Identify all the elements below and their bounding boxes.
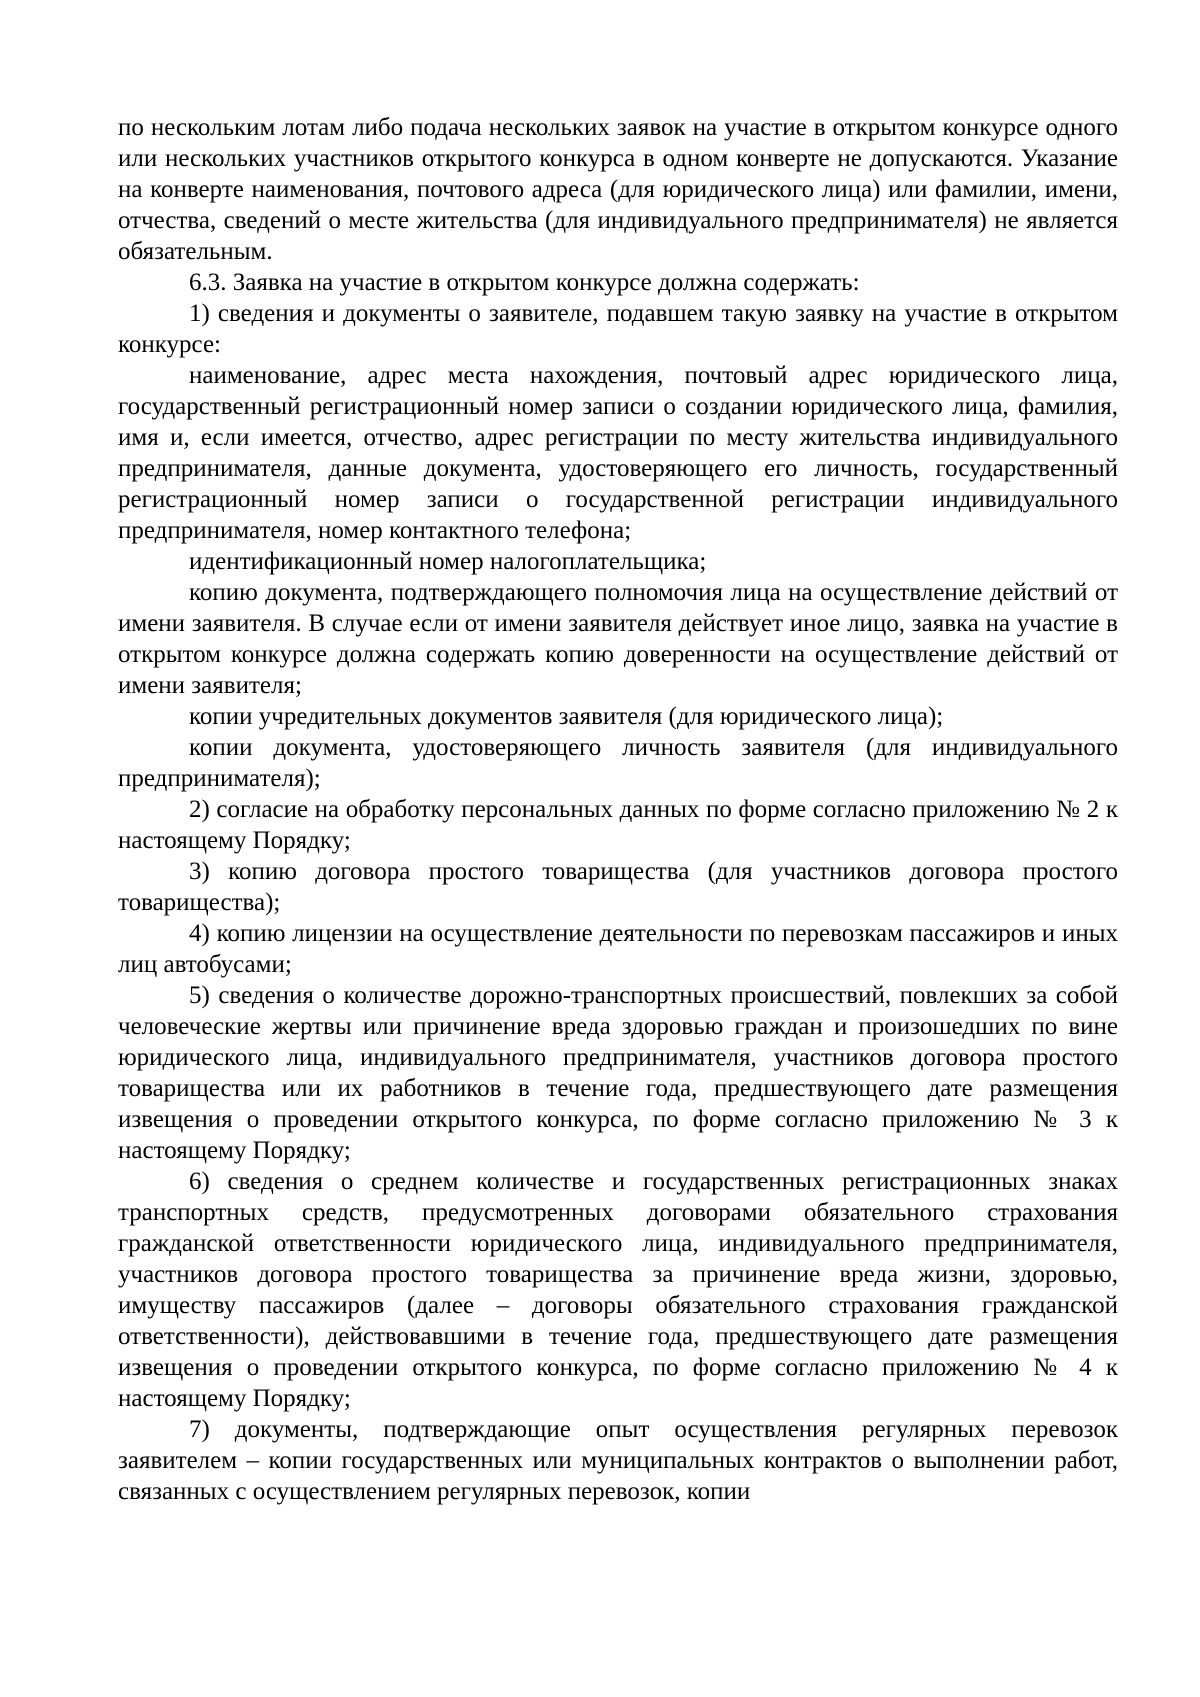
paragraph-section-6-3: 6.3. Заявка на участие в открытом конкурсе должна содержать:: [189, 269, 860, 296]
paragraph-item-1-name-address: наименование, адрес места нахождения, почтовый адрес юридического лица, государственный регистрационный номер записи о создании юридического лица, фамилия, имя и, если имеется, отчество, адрес регистрации по месту жительства индивидуального предпринимателя, данные документа, удостоверяющего его личность, государственный регистрационный номер записи о государственной регистрации индивидуального предпринимателя, номер контактного телефона;: [118, 362, 1118, 544]
paragraph-item-1: 1) сведения и документы о заявителе, подавшем такую заявку на участие в открытом конкурсе:: [118, 300, 1118, 358]
paragraph-item-5: 5) сведения о количестве дорожно-транспортных происшествий, повлекших за собой человеческие жертвы или причинение вреда здоровью граждан и произошедших по вине юридического лица, индивидуального предпринимателя, участников договора простого товарищества или их работников в течение года, предшествующего дате размещения извещения о проведении открытого конкурса, по форме согласно приложению № 3 к настоящему Порядку;: [118, 982, 1118, 1164]
paragraph-item-6: 6) сведения о среднем количестве и государственных регистрационных знаках транспортных средств, предусмотренных договорами обязательного страхования гражданской ответственности юридического лица, индивидуального предпринимателя, участников договора простого товарищества за причинение вреда жизни, здоровью, имуществу пассажиров (далее – договоры обязательного страхования гражданской ответственности), действовавшими в течение года, предшествующего дате размещения извещения о проведении открытого конкурса, по форме согласно приложению № 4 к настоящему Порядку;: [118, 1168, 1118, 1412]
paragraph-item-7: 7) документы, подтверждающие опыт осуществления регулярных перевозок заявителем – копии государственных или муниципальных контрактов о выполнении работ, связанных с осуществлением регулярных перевозок, копии: [118, 1416, 1118, 1505]
paragraph-item-2: 2) согласие на обработку персональных данных по форме согласно приложению № 2 к настоящему Порядку;: [118, 796, 1118, 854]
paragraph-item-1-inn: идентификационный номер налогоплательщика;: [189, 548, 707, 575]
paragraph-item-1-founding-docs: копии учредительных документов заявителя (для юридического лица);: [189, 703, 944, 730]
paragraph-item-1-power-of-attorney: копию документа, подтверждающего полномочия лица на осуществление действий от имени заявителя. В случае если от имени заявителя действует иное лицо, заявка на участие в открытом конкурсе должна содержать копию доверенности на осуществление действий от имени заявителя;: [118, 579, 1118, 699]
paragraph-item-4: 4) копию лицензии на осуществление деятельности по перевозкам пассажиров и иных лиц автобусами;: [118, 920, 1118, 978]
document-body: [118, 112, 1118, 1507]
paragraph-item-3: 3) копию договора простого товарищества (для участников договора простого товарищества);: [118, 858, 1118, 916]
paragraph-continuation: по нескольким лотам либо подача нескольких заявок на участие в открытом конкурсе одного или нескольких участников открытого конкурса в одном конверте не допускаются. Указание на конверте наименования, почтового адреса (для юридического лица) или фамилии, имени, отчества, сведений о месте жительства (для индивидуального предпринимателя) не является обязательным.: [118, 114, 1118, 265]
paragraph-item-1-identity-docs: копии документа, удостоверяющего личность заявителя (для индивидуального предпринимателя);: [118, 734, 1118, 792]
